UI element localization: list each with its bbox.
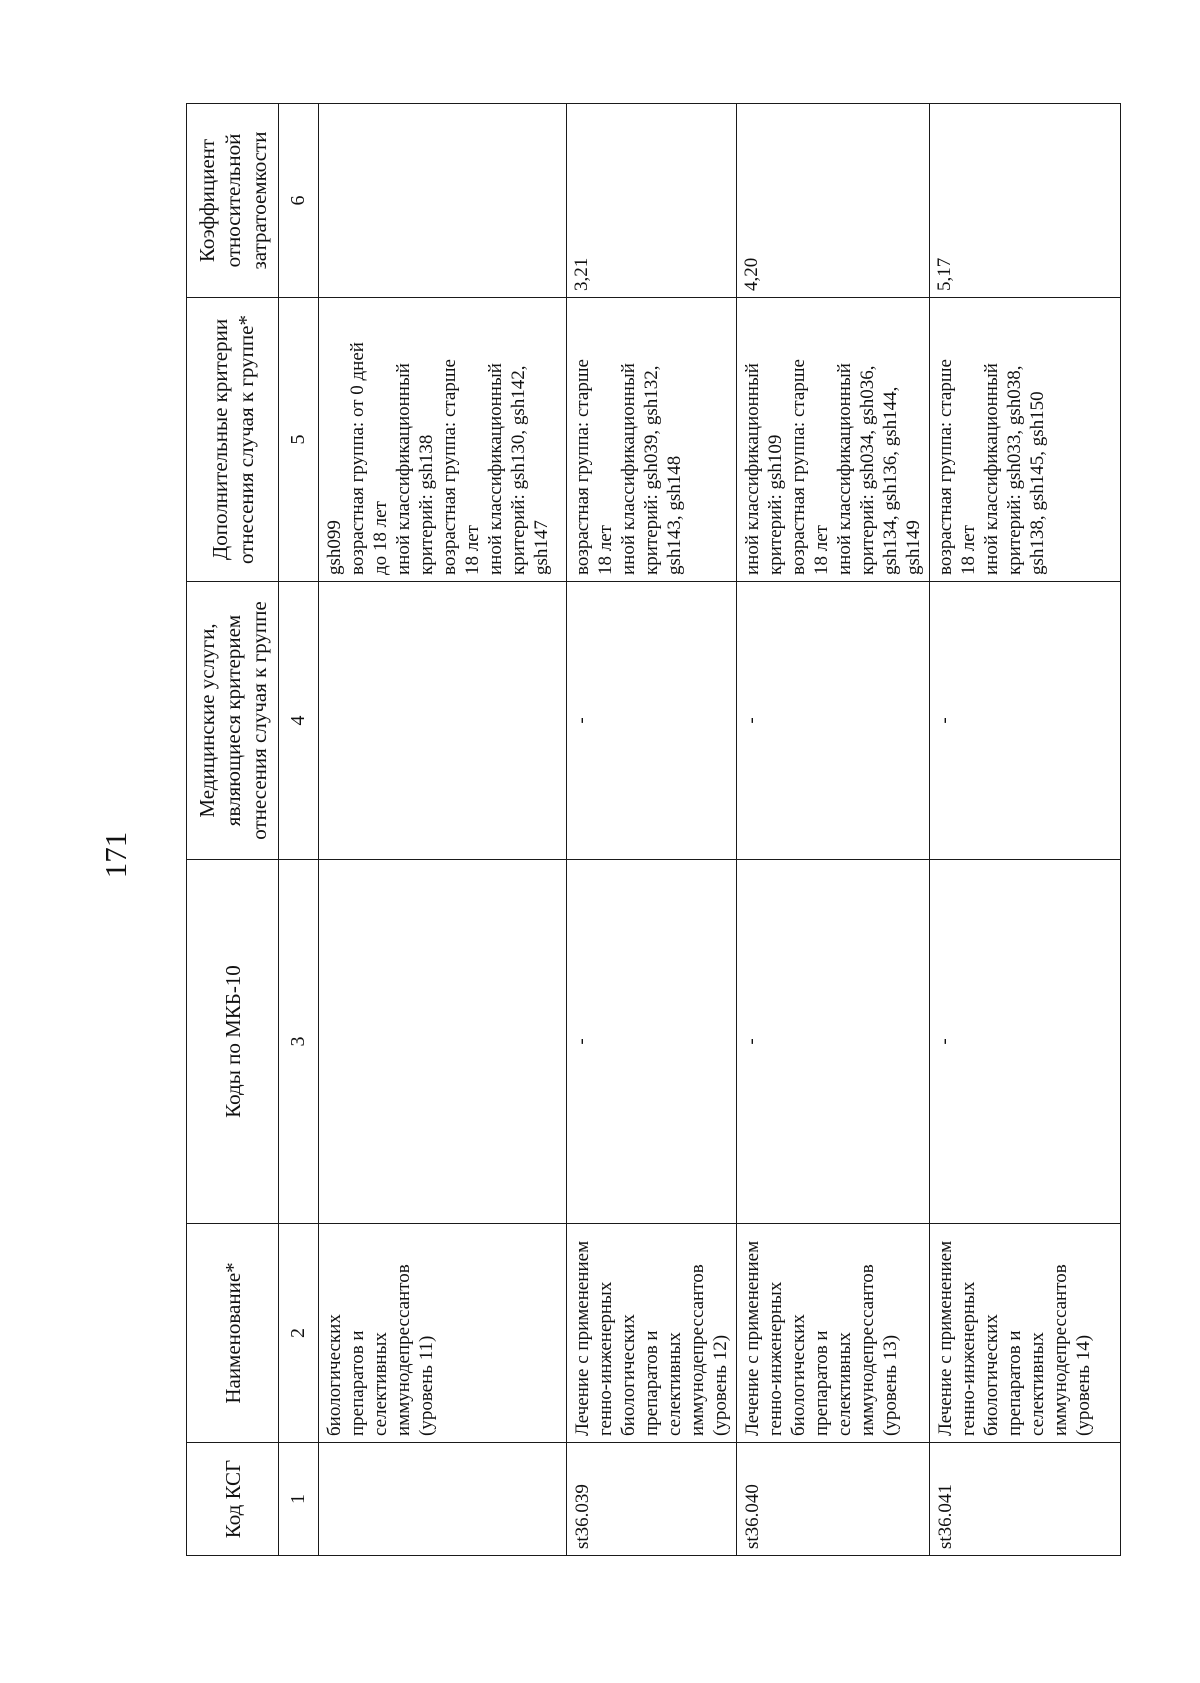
cell-criteria: иной классификационный критерий: gsh109 возрастная группа: старше 18 лет иной классификационный критерий: gsh034, gsh036, gsh134, gsh136, gsh144, gsh149 <box>737 298 930 582</box>
cell-code: st36.040 <box>737 1443 930 1556</box>
column-number: 2 <box>279 1224 319 1443</box>
column-number: 4 <box>279 582 319 860</box>
header-name: Наименование* <box>187 1224 279 1443</box>
cell-services: - <box>737 582 930 860</box>
table-header-row <box>187 104 279 1556</box>
cell-services: - <box>567 582 737 860</box>
cell-coefficient: 5,17 <box>930 104 1121 298</box>
page-number: 171 <box>98 831 133 879</box>
table-row <box>567 104 737 1556</box>
cell-criteria: возрастная группа: старше 18 лет иной классификационный критерий: gsh033, gsh038, gsh138, gsh145, gsh150 <box>930 298 1121 582</box>
cell-code: st36.039 <box>567 1443 737 1556</box>
cell-services <box>319 582 567 860</box>
cell-coefficient: 4,20 <box>737 104 930 298</box>
cell-coefficient: 3,21 <box>567 104 737 298</box>
table-row <box>319 104 567 1556</box>
cell-name: Лечение с применением генно-инженерных биологических препаратов и селективных иммунодепрессантов (уровень 12) <box>567 1224 737 1443</box>
cell-code <box>319 1443 567 1556</box>
cell-icd <box>319 860 567 1224</box>
ksg-table <box>186 103 1121 1556</box>
column-number-row <box>279 104 319 1556</box>
header-services: Медицинские услуги, являющиеся критерием отнесения случая к группе <box>187 582 279 860</box>
cell-services: - <box>930 582 1121 860</box>
column-number: 3 <box>279 860 319 1224</box>
cell-code: st36.041 <box>930 1443 1121 1556</box>
cell-name: биологических препаратов и селективных иммунодепрессантов (уровень 11) <box>319 1224 567 1443</box>
cell-name: Лечение с применением генно-инженерных биологических препаратов и селективных иммунодепрессантов (уровень 13) <box>737 1224 930 1443</box>
column-number: 6 <box>279 104 319 298</box>
cell-icd: - <box>737 860 930 1224</box>
header-code: Код КСГ <box>187 1443 279 1556</box>
cell-criteria: gsh099 возрастная группа: от 0 дней до 18 лет иной классификационный критерий: gsh138 возрастная группа: старше 18 лет иной классификационный критерий: gsh130, gsh142, gsh147 <box>319 298 567 582</box>
cell-icd: - <box>930 860 1121 1224</box>
ksg-table-wrapper <box>186 104 1118 1556</box>
column-number: 5 <box>279 298 319 582</box>
header-icd: Коды по МКБ-10 <box>187 860 279 1224</box>
cell-icd: - <box>567 860 737 1224</box>
table-row <box>737 104 930 1556</box>
cell-name: Лечение с применением генно-инженерных биологических препаратов и селективных иммунодепрессантов (уровень 14) <box>930 1224 1121 1443</box>
header-criteria: Дополнительные критерии отнесения случая к группе* <box>187 298 279 582</box>
column-number: 1 <box>279 1443 319 1556</box>
header-coefficient: Коэффициент относительной затратоемкости <box>187 104 279 298</box>
table-row <box>930 104 1121 1556</box>
cell-coefficient <box>319 104 567 298</box>
cell-criteria: возрастная группа: старше 18 лет иной классификационный критерий: gsh039, gsh132, gsh143, gsh148 <box>567 298 737 582</box>
